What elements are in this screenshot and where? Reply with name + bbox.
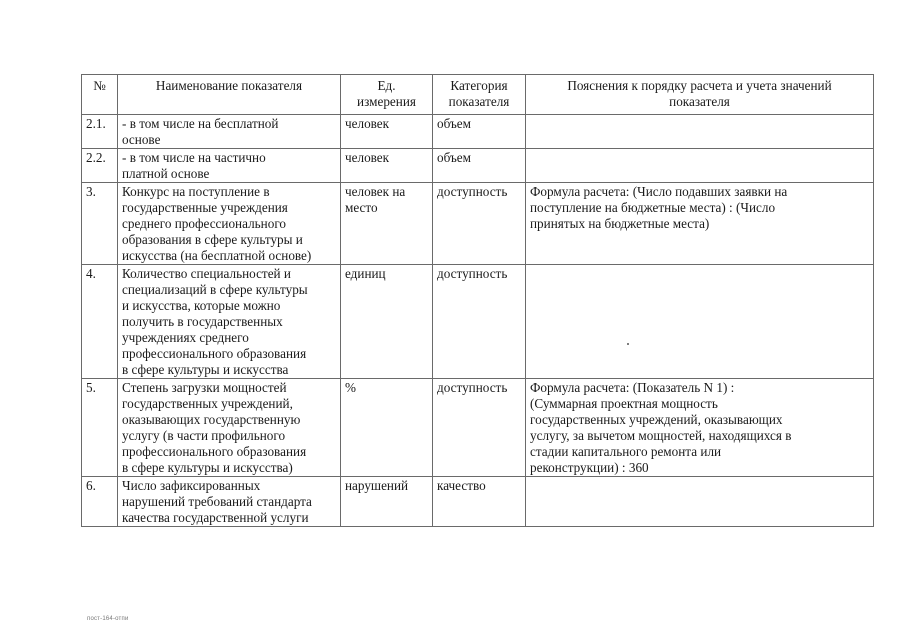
- row-indicator-name: Степень загрузки мощностей государственных учреждений, оказывающих государственную услугу (в части профильного профессионального образования в сфере культуры и искусства): [118, 379, 341, 477]
- row-unit: человек: [341, 115, 433, 149]
- table-row: [82, 149, 874, 183]
- row-indicator-name: Конкурс на поступление в государственные учреждения среднего профессионального образования в сфере культуры и искусства (на бесплатной основе): [118, 183, 341, 265]
- table-header: [82, 75, 874, 115]
- row-number: 2.2.: [82, 149, 118, 183]
- footer-mark: пост-164-отпи: [87, 616, 129, 622]
- table-row: [82, 477, 874, 527]
- header-category: Категория показателя: [433, 75, 526, 115]
- row-notes: [526, 115, 874, 149]
- row-category: доступность: [433, 379, 526, 477]
- row-unit: человек на место: [341, 183, 433, 265]
- row-category: доступность: [433, 265, 526, 379]
- header-row: [82, 75, 874, 115]
- row-unit: единиц: [341, 265, 433, 379]
- row-number: 4.: [82, 265, 118, 379]
- row-indicator-name: - в том числе на частично платной основе: [118, 149, 341, 183]
- row-category: доступность: [433, 183, 526, 265]
- row-unit: %: [341, 379, 433, 477]
- row-unit: нарушений: [341, 477, 433, 527]
- row-notes: [526, 477, 874, 527]
- row-indicator-name: Число зафиксированных нарушений требований стандарта качества государственной услуги: [118, 477, 341, 527]
- row-category: объем: [433, 149, 526, 183]
- row-number: 2.1.: [82, 115, 118, 149]
- scan-speck: [627, 343, 629, 345]
- table-body: [82, 115, 874, 527]
- header-number: №: [82, 75, 118, 115]
- row-notes: Формула расчета: (Число подавших заявки на поступление на бюджетные места) : (Число принятых на бюджетные места): [526, 183, 874, 265]
- row-indicator-name: Количество специальностей и специализаций в сфере культуры и искусства, которые можно получить в государственных учреждениях среднего профессионального образования в сфере культуры и искусства: [118, 265, 341, 379]
- row-notes: [526, 265, 874, 379]
- row-unit: человек: [341, 149, 433, 183]
- header-indicator-name: Наименование показателя: [118, 75, 341, 115]
- table-row: [82, 379, 874, 477]
- indicator-table: [81, 74, 874, 527]
- row-notes: [526, 149, 874, 183]
- row-category: объем: [433, 115, 526, 149]
- table-row: [82, 265, 874, 379]
- row-indicator-name: - в том числе на бесплатной основе: [118, 115, 341, 149]
- table-row: [82, 183, 874, 265]
- table-row: [82, 115, 874, 149]
- header-notes: Пояснения к порядку расчета и учета значений показателя: [526, 75, 874, 115]
- row-number: 5.: [82, 379, 118, 477]
- row-notes: Формула расчета: (Показатель N 1) : (Суммарная проектная мощность государственных учреждений, оказывающих услугу, за вычетом мощностей, находящихся в стадии капитального ремонта или реконструкции) : 360: [526, 379, 874, 477]
- row-category: качество: [433, 477, 526, 527]
- header-unit: Ед. измерения: [341, 75, 433, 115]
- row-number: 6.: [82, 477, 118, 527]
- row-number: 3.: [82, 183, 118, 265]
